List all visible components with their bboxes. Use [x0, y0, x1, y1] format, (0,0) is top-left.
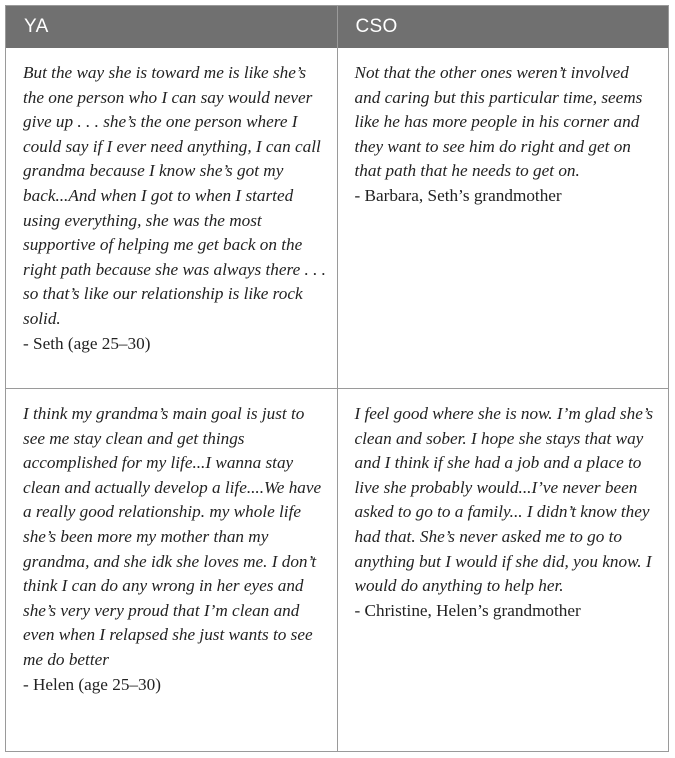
cso-quote: Not that the other ones weren’t involved and caring but this particular time, seems like he has more people in his corner and they want to see him do right and get on that path that he needs to get on. [354, 63, 643, 181]
header-ya: YA [24, 16, 49, 37]
quotes-table [5, 5, 669, 752]
cso-quote: I feel good where she is now. I’m glad she’s clean and sober. I hope she stays that way and I think if she had a job and a place to live she probably would...I’ve never been asked to go to a family... I didn’t know they had that. She’s never asked me to go to anything but I would if she did, you know. I would do anything to help her. [354, 404, 654, 596]
table-header-row [6, 6, 668, 48]
ya-cell [6, 389, 337, 751]
ya-attribution: - Helen (age 25–30) [23, 674, 161, 694]
ya-quote: But the way she is toward me is like she’s the one person who I can say would never give up . . . she’s the one person where I could say if I ever need anything, I can call grandma because I know she’s got my back...And when I got to when I started using everything, she was the most supportive of helping me get back on the right path because she was always there . . . so that’s like our relationship is like rock solid. [23, 63, 326, 328]
table-row [6, 388, 668, 751]
cso-attribution: - Christine, Helen’s grandmother [354, 600, 581, 620]
cso-cell [337, 389, 669, 751]
ya-cell [6, 48, 337, 388]
ya-quote: I think my grandma’s main goal is just to see me stay clean and get things accomplished for my life...I wanna stay clean and actually develop a life....We have a really good relationship. my whole life she’s been more my mother than my grandma, and she idk she loves me. I don’t think I can do any wrong in her eyes and she’s very very proud that I’m clean and even when I relapsed she just wants to see me do better [23, 404, 322, 669]
header-cso: CSO [337, 6, 669, 48]
cso-cell [337, 48, 669, 388]
ya-attribution: - Seth (age 25–30) [23, 333, 151, 353]
table-row [6, 48, 668, 388]
cso-attribution: - Barbara, Seth’s grandmother [354, 185, 562, 205]
